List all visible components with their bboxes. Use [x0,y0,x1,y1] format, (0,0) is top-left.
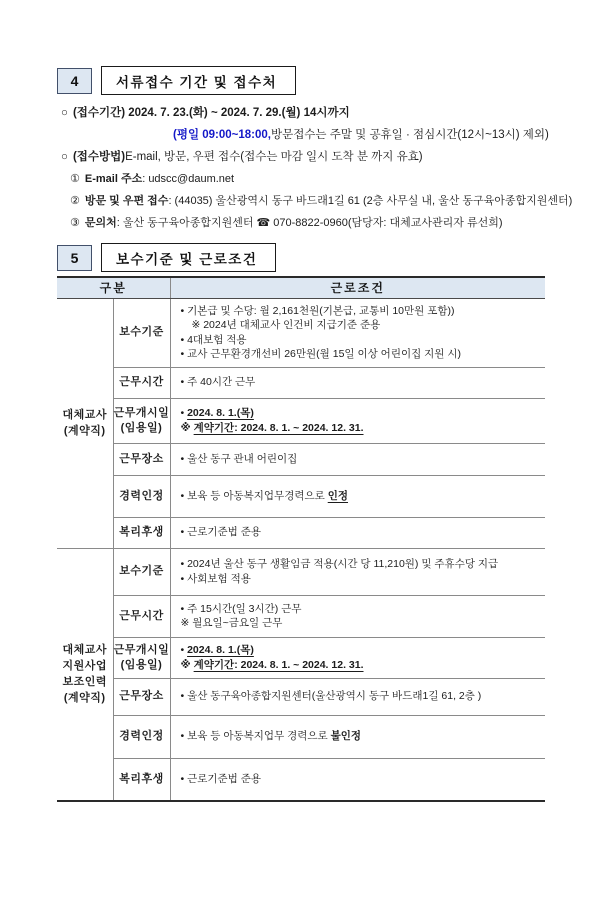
text-segment: • 사회보험 적용 [180,572,251,585]
section4-title: 서류접수 기간 및 접수처 [116,74,278,90]
text-segment: 문의처 [84,217,117,229]
text-segment: • 기본급 및 수당: 월 2,161천원(기본급, 교통비 10만원 포함)) [180,304,455,317]
text-segment: ※ [180,658,194,671]
section5-title: 보수기준 및 근로조건 [116,251,258,267]
table-row [57,758,545,801]
text-segment: • 울산 동구육아종합지원센터(울산광역시 동구 바드래1길 61, 2층 ) [180,690,482,703]
section4-header [57,66,600,95]
text-segment: (접수방법) [72,151,126,163]
section5-title-box [101,243,276,272]
text-segment: : udscc@daum.net [142,173,235,185]
text-segment: • 교사 근무환경개선비 26만원(월 15일 이상 어린이집 지원 시) [180,348,462,360]
content-line [181,347,542,362]
conditions-table-body [57,298,545,801]
text-segment: • 근로기준법 준용 [180,526,262,539]
content-cell [170,443,545,475]
content-line [181,689,542,704]
table-row [57,475,545,517]
content-line [181,333,542,348]
text-segment: 불인정 [330,730,362,743]
content-cell [170,548,545,595]
attr-cell: 복리후생 [113,517,170,548]
header-gubun: 구분 [57,277,170,298]
bullet-marker-icon: ① [70,173,80,185]
header-row [57,277,545,298]
attr-cell: 근무장소 [113,678,170,715]
section5-header [57,243,600,272]
text-segment: • [180,407,188,419]
content-line [181,525,542,540]
attr-cell: 근무개시일 (임용일) [113,398,170,443]
table-row [57,548,545,595]
attr-cell: 근무장소 [113,443,170,475]
attr-cell: 근무시간 [113,367,170,398]
table-row [57,298,545,367]
text-segment: • 4대보험 적용 [180,333,247,346]
intro-line [57,190,573,212]
content-line [181,572,542,587]
content-line [181,489,542,504]
intro-line [57,146,557,168]
section4-number: 4 [70,72,79,89]
intro-lines [57,102,573,234]
content-cell [170,475,545,517]
text-segment: (접수기간) 2024. 7. 23.(화) ~ 2024. 7. 29.(월) 14시까지 [72,107,350,119]
attr-cell: 보수기준 [113,548,170,595]
content-cell [170,595,545,637]
attr-cell: 경력인정 [113,475,170,517]
attr-cell: 경력인정 [113,715,170,758]
intro-line [57,168,557,190]
text-segment: 계약기간: 2024. 8. 1. ~ 2024. 12. 31. [193,421,364,434]
content-cell [170,517,545,548]
text-segment: 방문 및 우편 접수 [84,195,169,207]
table-row [57,715,545,758]
conditions-table [57,276,545,802]
bullet-marker-icon: ③ [70,217,80,229]
section5-number-box [57,245,92,271]
text-segment: ※ 2024년 대체교사 인건비 지급기준 준용 [191,319,381,331]
bullet-marker-icon: ② [70,195,80,207]
table-row [57,517,545,548]
text-segment: E-mail 주소 [84,173,143,185]
intro-line [57,212,557,234]
content-line [181,375,542,390]
content-cell [170,715,545,758]
intro-line [57,102,557,124]
section4-title-box [101,66,296,95]
text-segment: 인정 [327,489,349,502]
table-row [57,678,545,715]
page-root [0,66,600,914]
content-line [181,406,542,421]
text-segment: 방문접수는 주말 및 공휴일 · 점심시간(12시~13시) 제외) [270,129,549,141]
text-segment: • 근로기준법 준용 [180,773,262,785]
text-segment: : 울산 동구육아종합지원센터 ☎ 070-8822-0960(담당자: 대체교사관리자 류선희) [116,217,503,229]
attr-cell: 보수기준 [113,298,170,367]
table-row [57,367,545,398]
group-label-cell: 대체교사 지원사업 보조인력 (계약직) [57,548,113,801]
text-segment: • 울산 동구 관내 어린이집 [180,452,298,465]
text-segment: E-mail, 방문, 우편 접수(접수는 마감 일시 도착 분 까지 유효) [125,151,423,163]
conditions-table-head [57,277,545,298]
content-line [181,602,542,617]
content-line [181,318,542,333]
content-line [181,729,542,744]
content-line [181,557,542,572]
content-line [181,452,542,467]
bullet-marker-icon: ○ [61,107,68,119]
table-row [57,637,545,678]
content-line [181,658,542,673]
text-segment: (평일 09:00~18:00, [173,129,271,141]
group-label-cell: 대체교사 (계약직) [57,298,113,548]
content-cell [170,298,545,367]
attr-cell: 복리후생 [113,758,170,801]
text-segment: ※ 월요일~금요일 근무 [180,617,283,629]
bullet-marker-icon: ○ [61,151,68,163]
text-segment: 2024. 8. 1.(목) [187,644,254,656]
text-segment: ※ [180,421,194,434]
content-cell [170,678,545,715]
content-line [181,772,542,787]
section4-number-box [57,68,92,94]
text-segment: 2024. 8. 1.(목) [187,407,254,419]
text-segment: • 2024년 울산 동구 생활임금 적용(시간 당 11,210원) 및 주휴수당 지급 [180,558,499,570]
content-cell [170,398,545,443]
content-line [181,616,542,631]
text-segment: • [180,644,188,656]
text-segment: • 보육 등 아동복지업무 경력으로 [180,730,331,743]
intro-line [57,124,557,146]
content-line [181,304,542,319]
attr-cell: 근무시간 [113,595,170,637]
attr-cell: 근무개시일 (임용일) [113,637,170,678]
content-cell [170,367,545,398]
table-row [57,595,545,637]
text-segment: : (44035) 울산광역시 동구 바드래1길 61 (2층 사무실 내, 울산 동구육아종합지원센터) [168,195,573,207]
content-line [181,421,542,436]
text-segment: • 보육 등 아동복지업무경력으로 [180,489,328,502]
table-row [57,443,545,475]
content-cell [170,758,545,801]
content-cell [170,637,545,678]
text-segment: • 주 40시간 근무 [180,376,256,389]
text-segment: 계약기간: 2024. 8. 1. ~ 2024. 12. 31. [193,658,364,671]
content-line [181,643,542,658]
section5-number: 5 [70,249,79,266]
text-segment: • 주 15시간(일 3시간) 근무 [180,602,302,615]
table-row [57,398,545,443]
header-condition: 근로조건 [170,277,545,298]
